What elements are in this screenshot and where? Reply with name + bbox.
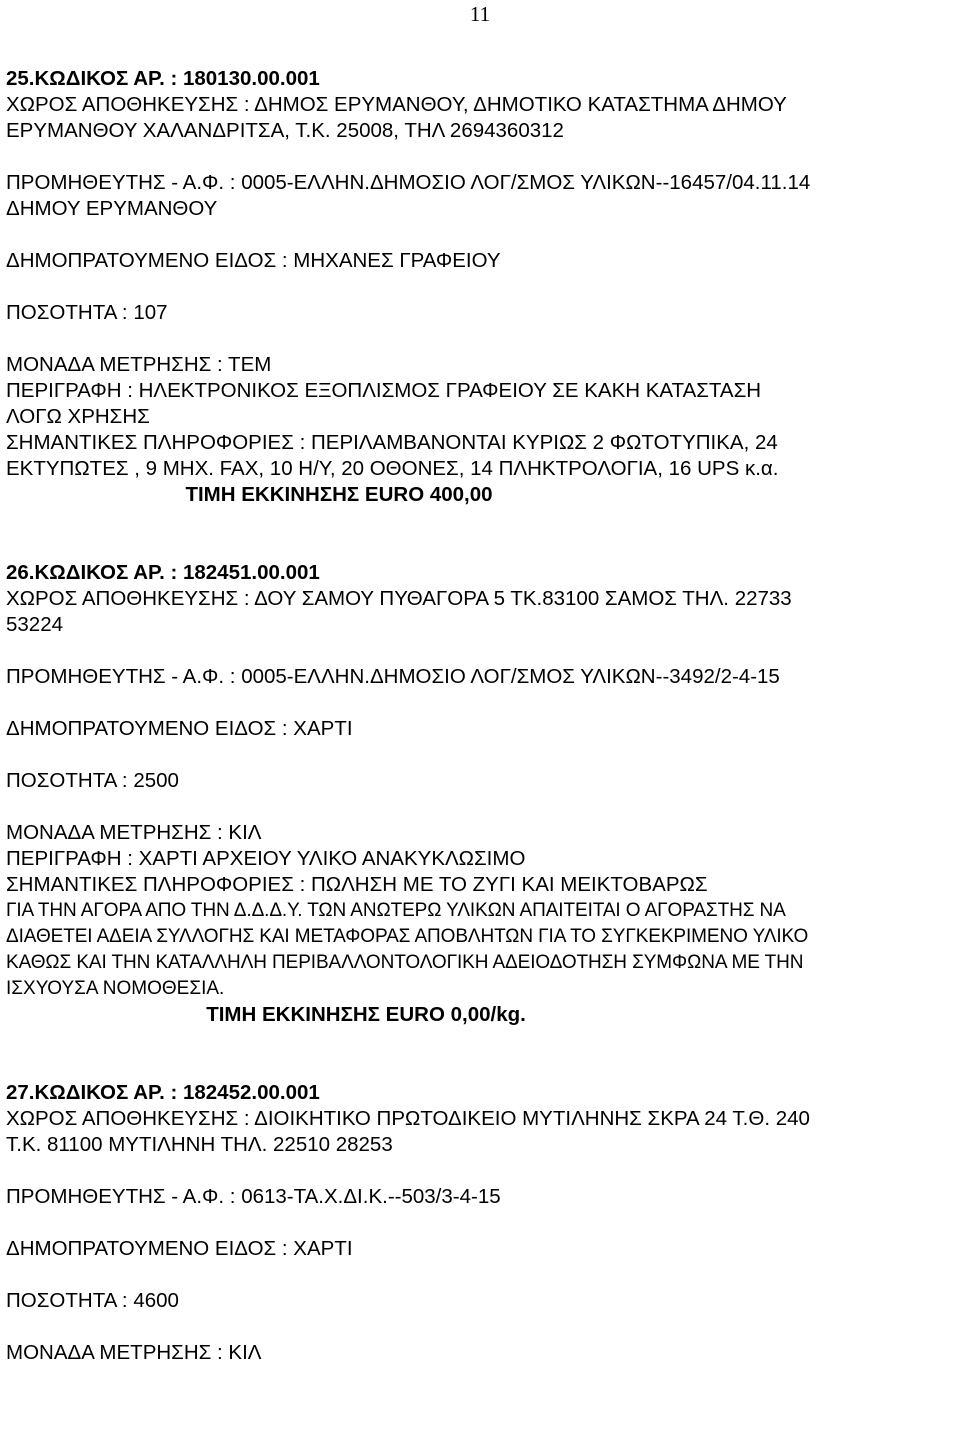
auction-entry-26 [6,560,956,1028]
storage-location-cont: 53224 [6,613,64,636]
auctioned-item: ΔΗΜΟΠΡΑΤΟΥΜΕΝΟ ΕΙΔΟΣ : ΧΑΡΤΙ [6,1237,353,1260]
measurement-unit: ΜΟΝΑΔΑ ΜΕΤΡΗΣΗΣ : ΤΕΜ [6,353,272,376]
entry-code: 26.ΚΩΔΙΚΟΣ ΑΡ. : 182451.00.001 [6,561,320,584]
page-number: 11 [469,2,491,26]
quantity: ΠΟΣΟΤΗΤΑ : 2500 [6,769,179,792]
quantity: ΠΟΣΟΤΗΤΑ : 4600 [6,1289,179,1312]
quantity: ΠΟΣΟΤΗΤΑ : 107 [6,301,168,324]
storage-location-cont: Τ.Κ. 81100 ΜΥΤΙΛΗΝΗ ΤΗΛ. 22510 28253 [6,1133,393,1156]
entry-code: 25.ΚΩΔΙΚΟΣ ΑΡ. : 180130.00.001 [6,67,320,90]
description: ΠΕΡΙΓΡΑΦΗ : ΧΑΡΤΙ ΑΡΧΕΙΟΥ ΥΛΙΚΟ ΑΝΑΚΥΚΛΩΣΙΜΟ [6,847,526,870]
important-info: ΣΗΜΑΝΤΙΚΕΣ ΠΛΗΡΟΦΟΡΙΕΣ : ΠΕΡΙΛΑΜΒΑΝΟΝΤΑΙ ΚΥΡΙΩΣ 2 ΦΩΤΟΤΥΠΙΚΑ, 24 [6,431,778,454]
auctioned-item: ΔΗΜΟΠΡΑΤΟΥΜΕΝΟ ΕΙΔΟΣ : ΜΗΧΑΝΕΣ ΓΡΑΦΕΙΟΥ [6,249,501,272]
storage-location: ΧΩΡΟΣ ΑΠΟΘΗΚΕΥΣΗΣ : ΔΙΟΙΚΗΤΙΚΟ ΠΡΩΤΟΔΙΚΕΙΟ ΜΥΤΙΛΗΝΗΣ ΣΚΡΑ 24 Τ.Θ. 240 [6,1107,810,1130]
important-info-cont: ΚΑΘΩΣ ΚΑΙ ΤΗΝ ΚΑΤΑΛΛΗΛΗ ΠΕΡΙΒΑΛΛΟΝΤΟΛΟΓΙΚΗ ΑΔΕΙΟΔΟΤΗΣΗ ΣΥΜΦΩΝΑ ΜΕ ΤΗΝ [6,952,804,973]
starting-price: ΤΙΜΗ ΕΚΚΙΝΗΣΗΣ EURO 0,00/kg. [206,1003,526,1026]
starting-price: ΤΙΜΗ ΕΚΚΙΝΗΣΗΣ EURO 400,00 [185,483,493,506]
auction-entry-27 [6,1080,956,1366]
supplier: ΠΡΟΜΗΘΕΥΤΗΣ - Α.Φ. : 0005-ΕΛΛΗΝ.ΔΗΜΟΣΙΟ ΛΟΓ/ΣΜΟΣ ΥΛΙΚΩΝ--3492/2-4-15 [6,665,780,688]
description: ΠΕΡΙΓΡΑΦΗ : ΗΛΕΚΤΡΟΝΙΚΟΣ ΕΞΟΠΛΙΣΜΟΣ ΓΡΑΦΕΙΟΥ ΣΕ ΚΑΚΗ ΚΑΤΑΣΤΑΣΗ [6,379,762,402]
important-info-cont: ΔΙΑΘΕΤΕΙ ΑΔΕΙΑ ΣΥΛΛΟΓΗΣ ΚΑΙ ΜΕΤΑΦΟΡΑΣ ΑΠΟΒΛΗΤΩΝ ΓΙΑ ΤΟ ΣΥΓΚΕΚΡΙΜΕΝΟ ΥΛΙΚΟ [6,926,809,947]
description-cont: ΛΟΓΩ ΧΡΗΣΗΣ [6,405,150,428]
measurement-unit: ΜΟΝΑΔΑ ΜΕΤΡΗΣΗΣ : ΚΙΛ [6,821,262,844]
auction-entry-25 [6,66,956,508]
measurement-unit: ΜΟΝΑΔΑ ΜΕΤΡΗΣΗΣ : ΚΙΛ [6,1341,262,1364]
storage-location: ΧΩΡΟΣ ΑΠΟΘΗΚΕΥΣΗΣ : ΔΟΥ ΣΑΜΟΥ ΠΥΘΑΓΟΡΑ 5 ΤΚ.83100 ΣΑΜΟΣ ΤΗΛ. 22733 [6,587,792,610]
supplier: ΠΡΟΜΗΘΕΥΤΗΣ - Α.Φ. : 0613-ΤΑ.Χ.ΔΙ.Κ.--503/3-4-15 [6,1185,501,1208]
supplier: ΠΡΟΜΗΘΕΥΤΗΣ - Α.Φ. : 0005-ΕΛΛΗΝ.ΔΗΜΟΣΙΟ ΛΟΓ/ΣΜΟΣ ΥΛΙΚΩΝ--16457/04.11.14 [6,171,811,194]
important-info-cont: ΓΙΑ ΤΗΝ ΑΓΟΡΑ ΑΠΟ ΤΗΝ Δ.Δ.Δ.Υ. ΤΩΝ ΑΝΩΤΕΡΩ ΥΛΙΚΩΝ ΑΠΑΙΤΕΙΤΑΙ Ο ΑΓΟΡΑΣΤΗΣ ΝΑ [6,900,786,921]
important-info-cont: ΕΚΤΥΠΩΤΕΣ , 9 ΜΗΧ. FAX, 10 Η/Υ, 20 ΟΘΟΝΕΣ, 14 ΠΛΗΚΤΡΟΛΟΓΙΑ, 16 UPS κ.α. [6,457,779,480]
auctioned-item: ΔΗΜΟΠΡΑΤΟΥΜΕΝΟ ΕΙΔΟΣ : ΧΑΡΤΙ [6,717,353,740]
entry-code: 27.ΚΩΔΙΚΟΣ ΑΡ. : 182452.00.001 [6,1081,320,1104]
important-info: ΣΗΜΑΝΤΙΚΕΣ ΠΛΗΡΟΦΟΡΙΕΣ : ΠΩΛΗΣΗ ΜΕ ΤΟ ΖΥΓΙ ΚΑΙ ΜΕΙΚΤΟΒΑΡΩΣ [6,873,708,896]
storage-location-cont: ΕΡΥΜΑΝΘΟΥ ΧΑΛΑΝΔΡΙΤΣΑ, Τ.Κ. 25008, ΤΗΛ 2694360312 [6,119,564,142]
storage-location: ΧΩΡΟΣ ΑΠΟΘΗΚΕΥΣΗΣ : ΔΗΜΟΣ ΕΡΥΜΑΝΘΟΥ, ΔΗΜΟΤΙΚΟ ΚΑΤΑΣΤΗΜΑ ΔΗΜΟΥ [6,93,787,116]
document-body [6,66,956,1366]
supplier-cont: ΔΗΜΟΥ ΕΡΥΜΑΝΘΟΥ [6,197,218,220]
important-info-cont: ΙΣΧΥΟΥΣΑ ΝΟΜΟΘΕΣΙΑ. [6,978,225,999]
